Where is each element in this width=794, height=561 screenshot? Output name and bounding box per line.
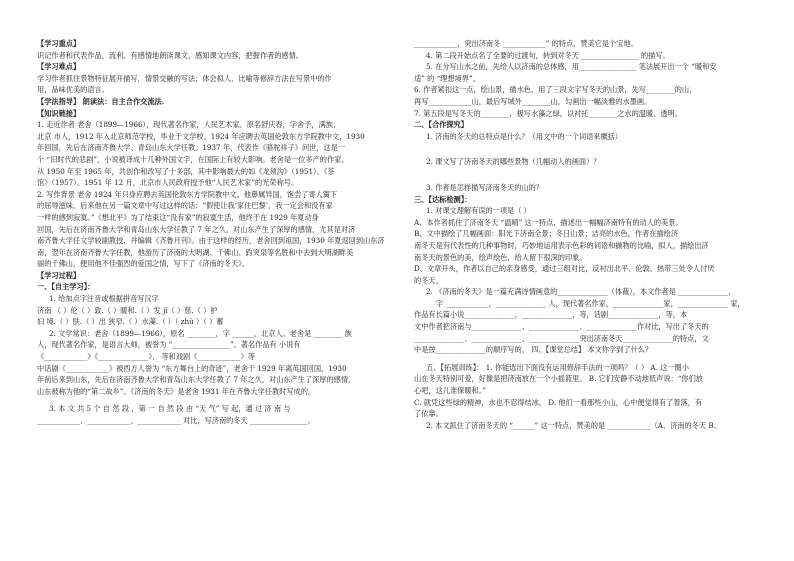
left-text-line: 一样的感到寂寞。”《想北平》为了结束这“没有家”的寂寞生活，他终于在 1929 年夏动身 <box>37 212 319 222</box>
left-text-line: 年回国，先后在济南齐鲁大学、青岛山东大学任教。1937 年，代表作《骆驼祥子》问世，这是一 <box>37 143 346 153</box>
left-text-line: 年前后来到山东，先后在济南齐鲁大学和青岛山东大学任教了 7 年之久，对山东产生了深厚的感情， <box>37 375 356 385</box>
left-text-line: 《____________》《______________》、 等和戏剧《____________》等 <box>37 352 255 362</box>
right-text-line: 山在冬天特别可爱，好像是把济南放在一个小摇篮里。 B. 它们安静不动地低声说：“你们放 <box>414 374 703 384</box>
right-text-line: A、本作者抓住了济南冬天 “温晴” 这一特点，描述出一幅幅济南特有的动人的美景。 <box>414 217 683 227</box>
right-text-line: ______________、______________、______________突出济南冬天______________的特点，文 <box>414 333 709 343</box>
left-text-line: 【知识链接】 <box>37 108 81 118</box>
right-text-line: 5. 在分写山水之前，先给人以济南的总体感，用________________ 笔法展开出一个 “暖和安 <box>426 62 717 72</box>
right-text-line: 南冬天是有代表性的几种事物时，巧妙地运用表示色彩的词语和撷物的比喻，拟人，描绘出济 <box>414 240 709 250</box>
right-text-line: 字 ____________，______________ 人，现代著名作家，______________家，______________ 家， <box>436 298 745 308</box>
right-text-line <box>414 142 770 156</box>
right-text-line: 2. 本文抓住了济南冬天的 “______” 这一特点，赞美的是 ____________（A、济南的冬天 B、 <box>426 420 721 430</box>
right-text-line: 适” 的 “理想境界”。 <box>414 73 480 83</box>
left-text-line: 1. 给加点字注音或根据拼音写汉字 <box>49 294 159 304</box>
left-text-line: 丽的千佛山，便用他不佳强烈的爱国之情，写下了《济南的冬天》。 <box>37 259 250 269</box>
left-text-line: 人，现代著名作家，是语言大师，被誉为 “________________”。著名作品有 小说有 <box>37 340 301 350</box>
right-text-line: 2. 《济南的冬天》是一篇充满诗情画意的______________（体裁），本文作者是 ______________， <box>426 287 736 297</box>
right-text-line: ____________，突出济南冬 ____________” 的特点，赞美它是个宝地。 <box>414 39 638 48</box>
right-text-line: 心吧，这儿准保暖和。” <box>414 386 486 396</box>
left-text-line: 用，品味优美的语言。 <box>37 85 109 95</box>
left-text-line: 从 1950 年至 1965 年，共创作和改写了十多部，其中影响最大的如《龙须沟》（1951）、《茶 <box>37 166 335 176</box>
right-text-line: 五、【拓展训练】： 1. 你能选出下面没有运用修辞手法的一项吗？（ ） A. 这一圈小 <box>426 362 689 372</box>
left-column <box>37 38 392 427</box>
right-text-line: 3. 作者是怎样描写济南冬天的山的？ <box>426 182 543 192</box>
left-text-line: 一、【自主学习】： <box>37 282 95 292</box>
left-text-line: 【学习重点】 <box>37 39 81 48</box>
left-text-line: 妇 境.（ ）肤.（ ）出 狭窄.（ ）水藻.（ ）（ zhù ）（ ）蓄 <box>37 317 224 327</box>
right-text-line <box>414 168 770 182</box>
left-text-line: 个 “旧时代的悲剧”，小说被译成十几种外国文字，在国际上有较大影响。老舍是一位多产的作家。 <box>37 154 349 164</box>
left-text-line: 馆》（1957）。1951 年 12 月，北京市人民政府授予他“人民艺术家”的光荣称号。 <box>37 178 299 188</box>
right-text-line: 7. 第五段是写冬天的________，极写水藻之绿，以衬托________之水的温暖、透明。 <box>414 108 682 118</box>
right-text-line: 作品有长篇小说______________，______________，等，话剧______________，等，本 <box>414 310 688 320</box>
left-text-line: 2. 文学常识：老舍（1899—1966），原名 ________，字 ______，北京人。老舍是 ________ 族 <box>49 328 352 338</box>
right-text-line: C. 就凭这些绿的精神，水也不忍得结冰。 D. 他们一看那些小山，心中便觉得有了着落，有 <box>414 397 703 407</box>
left-text-line: 1. 走近作者 老舍（1899—1966），现代著名作家，人民艺术家。原名舒庆春，字舍予，满族， <box>37 120 341 130</box>
right-text-line: B、文中描绘了几幅画面：阳光下济南全景；冬日山景；洁亮的水色，作者在描绘济 <box>414 229 679 239</box>
right-text-line: 三、【达标检测】： <box>414 194 472 204</box>
left-text-line: 学习作者抓住景物特征展开描写，情景交融的写法；体会拟人、比喻等修辞方法在写景中的作 <box>37 73 332 83</box>
left-text-line: 【学习难点】 <box>37 62 81 72</box>
right-text-line: 6. 作者紧扣这一点，绘山景，描水色，用了三段文字写冬天的山景，先写________的山， <box>414 85 697 95</box>
right-text-line: 了依靠。 <box>414 409 443 419</box>
right-text-line: 南冬天的景色的美，绘声绘色，给人留下很深的印象。 <box>414 252 587 262</box>
right-column <box>414 38 770 431</box>
right-text-line: 的冬天。 <box>414 275 443 285</box>
left-text-line: 识记作者和代表作品，流利、有感情地朗读课文，感知课文内容，把握作者的感情。 <box>37 50 303 60</box>
right-text-line: 二、【合作探究】 <box>414 120 468 130</box>
right-text-line: 再写____________山，最后写城外________山，勾画出一幅淡雅的水墨画。 <box>414 96 652 106</box>
left-text-line: 2. 写作背景 老舍 1924 年只身应聘去英国伦敦东方学院教中文。他鼻属异国，饱尝了寄人篱下 <box>37 189 338 199</box>
left-text-line: ____________、____________、____________ 对比，写济南的冬天 ________________、 <box>37 416 315 425</box>
right-text-line: 2. 课文写了济南冬天的哪些景物（几幅动人的画面）？ <box>426 157 601 167</box>
right-text-line: 1. 对课文理解有误的一项是（ ） <box>426 206 531 216</box>
left-text-line: 中话剧《____________》被西方人誉为 “东方舞台上的奇迹”，老舍于 1929 年离英国回国，1930 <box>37 363 347 373</box>
left-text-line: 【学法指导】 朗读法：自主合作交流法. <box>37 96 165 106</box>
left-text-line: 南齐鲁大学任文学较副教授，并编辑《齐鲁月刊》。由于这样的经历，老舍回到祖国，1930 年夏返回到山东济 <box>37 236 385 246</box>
left-text-line: 【学习过程】 <box>37 270 81 280</box>
left-text-line: 北京 市人，1912 年入北京师范学校，毕业于文学校。1924 年应聘去英国伦敦东方学院教中文，1930 <box>37 131 365 141</box>
left-text-line: 3. 本 文 共 5 个 自 然 段 ，第 一 自 然 段 由 “天 气” 写 起，通 过 济 南 与 <box>49 404 291 414</box>
right-text-line: 文中作者把济南与______________、______________、______________作对比，写出了冬天的 <box>414 322 709 332</box>
right-text-line: 1. 济南的冬天的总特点是什么？（用文中的一个词语来概括） <box>426 131 623 141</box>
left-text-line: 南，翌年在济南齐鲁大学任教，他游历了济南的大明湖、千佛山、趵突泉等名胜和中去到大明湖畔美 <box>37 247 354 257</box>
right-text-line: 4. 第二段开始点名了全要的过渡句，转到对冬天 ________________ 的描写。 <box>426 50 670 60</box>
right-text-line: 中是按______________的顺序写的。 四、【课堂总结】 本文你学到了什么？ <box>414 345 653 355</box>
left-text-line: 济南 （ ）伦（ ）敦.（ ）暖和.（ ）发 jì（ ）慈.（ ）护 <box>37 305 218 315</box>
right-text-line: D、文章开头，作者以自己的亲身感受，通过三组对比，反衬出北平、伦敦、热带三处令人讨厌 <box>414 264 715 274</box>
left-text-line: 的屈辱滋味。后来他在另一篇文章中写过这样的话：“假使让我‘家住巴黎’，我一定会和没有家 <box>37 201 333 211</box>
left-text-line: 山东被称为他的“第二故乡”。《济南的冬天》是老舍 1931 年在齐鲁大学任教时写成的。 <box>37 386 316 396</box>
left-text-line: 回国，先后在济南齐鲁大学和青岛山东大学任教了 7 年之久，对山东产生了深厚的感情，尤其是对济 <box>37 224 356 234</box>
